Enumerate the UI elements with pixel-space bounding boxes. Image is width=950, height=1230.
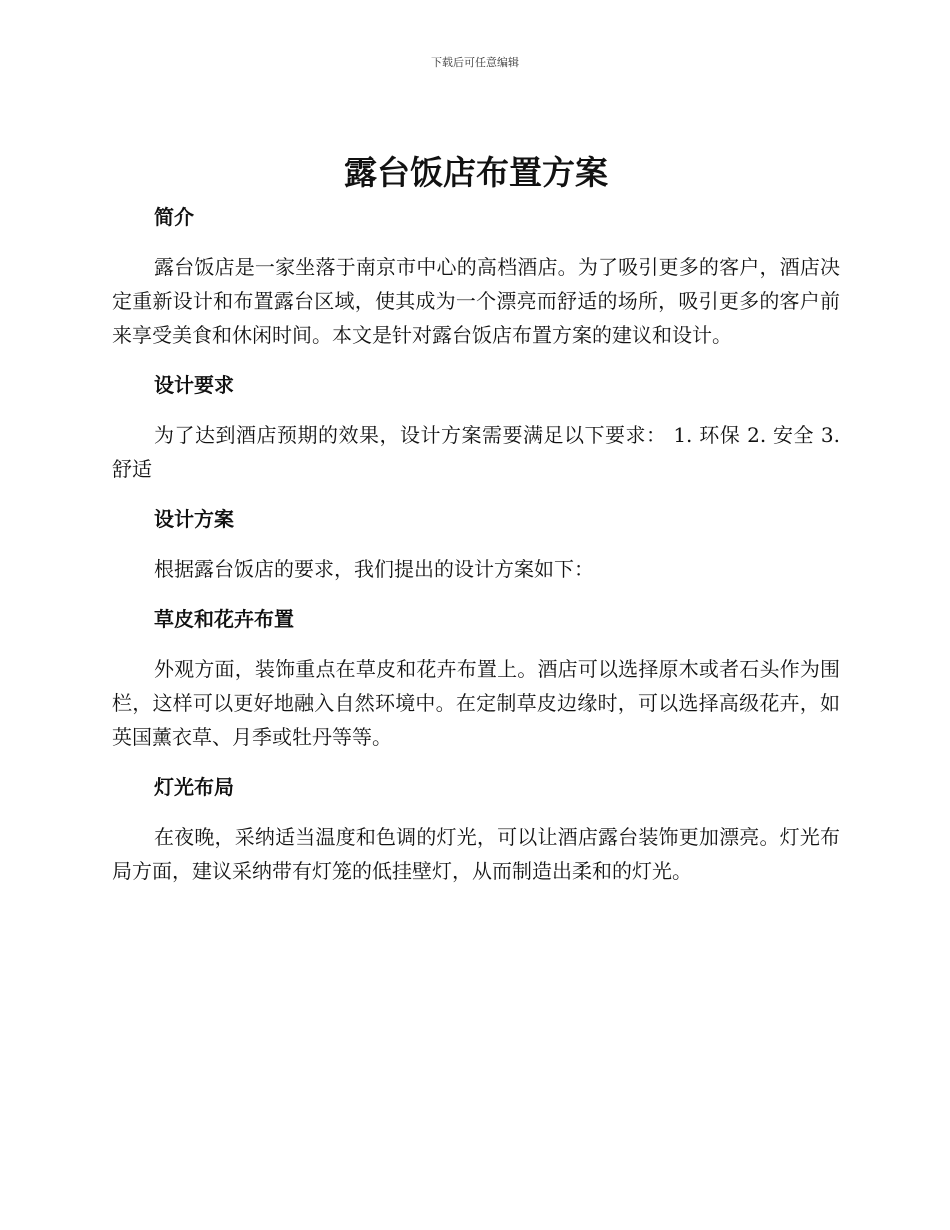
section-paragraph-lawn-and-flowers: 外观方面，装饰重点在草皮和花卉布置上。酒店可以选择原木或者石头作为围栏，这样可以更好地融入自然环境中。在定制草皮边缘时，可以选择高级花卉，如英国薰衣草、月季或牡丹等等。 bbox=[112, 657, 840, 749]
section-paragraph-design-plan: 根据露台饭店的要求，我们提出的设计方案如下： bbox=[154, 557, 594, 581]
section-heading-lawn-and-flowers: 草皮和花卉布置 bbox=[154, 607, 294, 631]
section-heading-lighting-layout: 灯光布局 bbox=[154, 775, 234, 799]
section-design-requirements bbox=[112, 370, 840, 486]
section-paragraph-intro: 露台饭店是一家坐落于南京市中心的高档酒店。为了吸引更多的客户，酒店决定重新设计和布置露台区域，使其成为一个漂亮而舒适的场所，吸引更多的客户前来享受美食和休闲时间。本文是针对露台饭店布置方案的建议和设计。 bbox=[112, 255, 840, 347]
document-title: 露台饭店布置方案 bbox=[344, 153, 608, 192]
section-design-plan bbox=[112, 504, 840, 586]
section-paragraph-lighting-layout: 在夜晚，采纳适当温度和色调的灯光，可以让酒店露台装饰更加漂亮。灯光布局方面，建议采纳带有灯笼的低挂壁灯，从而制造出柔和的灯光。 bbox=[112, 825, 840, 883]
section-intro bbox=[112, 202, 840, 352]
section-paragraph-design-requirements: 为了达到酒店预期的效果，设计方案需要满足以下要求： 1. 环保 2. 安全 3. 舒适 bbox=[112, 423, 840, 481]
section-heading-design-requirements: 设计要求 bbox=[154, 373, 234, 397]
section-heading-design-plan: 设计方案 bbox=[154, 507, 234, 531]
section-heading-intro: 简介 bbox=[154, 205, 194, 229]
section-lighting-layout bbox=[112, 772, 840, 888]
section-lawn-and-flowers bbox=[112, 604, 840, 754]
document-body bbox=[112, 150, 840, 906]
page-header: 下载后可任意编辑 bbox=[431, 56, 519, 69]
